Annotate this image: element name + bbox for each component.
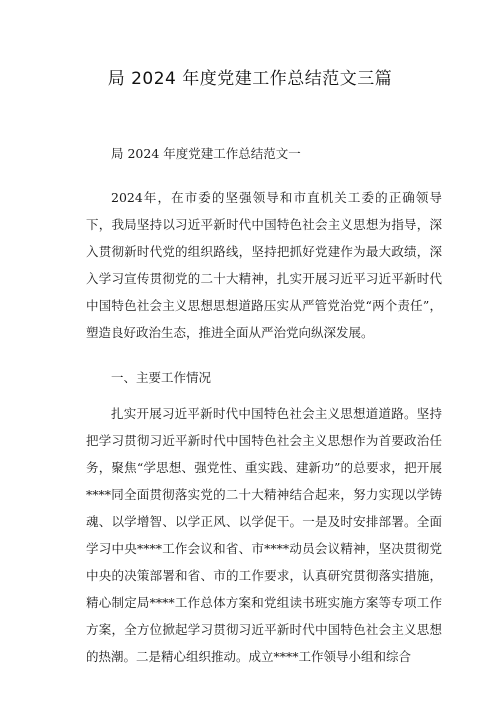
document-subtitle: 局 2024 年度党建工作总结范文一 xyxy=(111,146,301,161)
section-heading-main-work: 一、主要工作情况 xyxy=(111,370,212,385)
document-title: 局 2024 年度党建工作总结范文三篇 xyxy=(107,69,393,89)
paragraph-intro xyxy=(86,184,442,346)
paragraph-main-work xyxy=(86,400,442,700)
paragraph-intro-text: 2024年，在市委的坚强领导和市直机关工委的正确领导下，我局坚持以习近平新时代中国特色社会主义思想为指导，深入贯彻新时代党的组织路线，坚持把抓好党建作为最大政绩，深入学习宣传贯彻党的二十大精神，扎实开展习近平习近平新时代中国特色社会主义思想思想道路压实从严管党治党“两个责任”，塑造良好政治生态，推进全面从严治党向纵深发展。 xyxy=(86,190,442,340)
paragraph-main-work-text: 扎实开展习近平新时代中国特色社会主义思想道道路。坚持把学习贯彻习近平新时代中国特色社会主义思想作为首要政治任务，聚焦“学思想、强党性、重实践、建新功”的总要求，把开展****同全面贯彻落实党的二十大精神结合起来，努力实现以学铸魂、以学增智、以学正风、以学促干。一是及时安排部署。全面学习中央****工作会议和省、市****动员会议精神，坚决贯彻党中央的决策部署和省、市的工作要求，认真研究贯彻落实措施，精心制定局****工作总体方案和党组读书班实施方案等专项工作方案，全方位掀起学习贯彻习近平新时代中国特色社会主义思想的热潮。二是精心组织推动。成立****工作领导小组和综合 xyxy=(86,406,442,664)
